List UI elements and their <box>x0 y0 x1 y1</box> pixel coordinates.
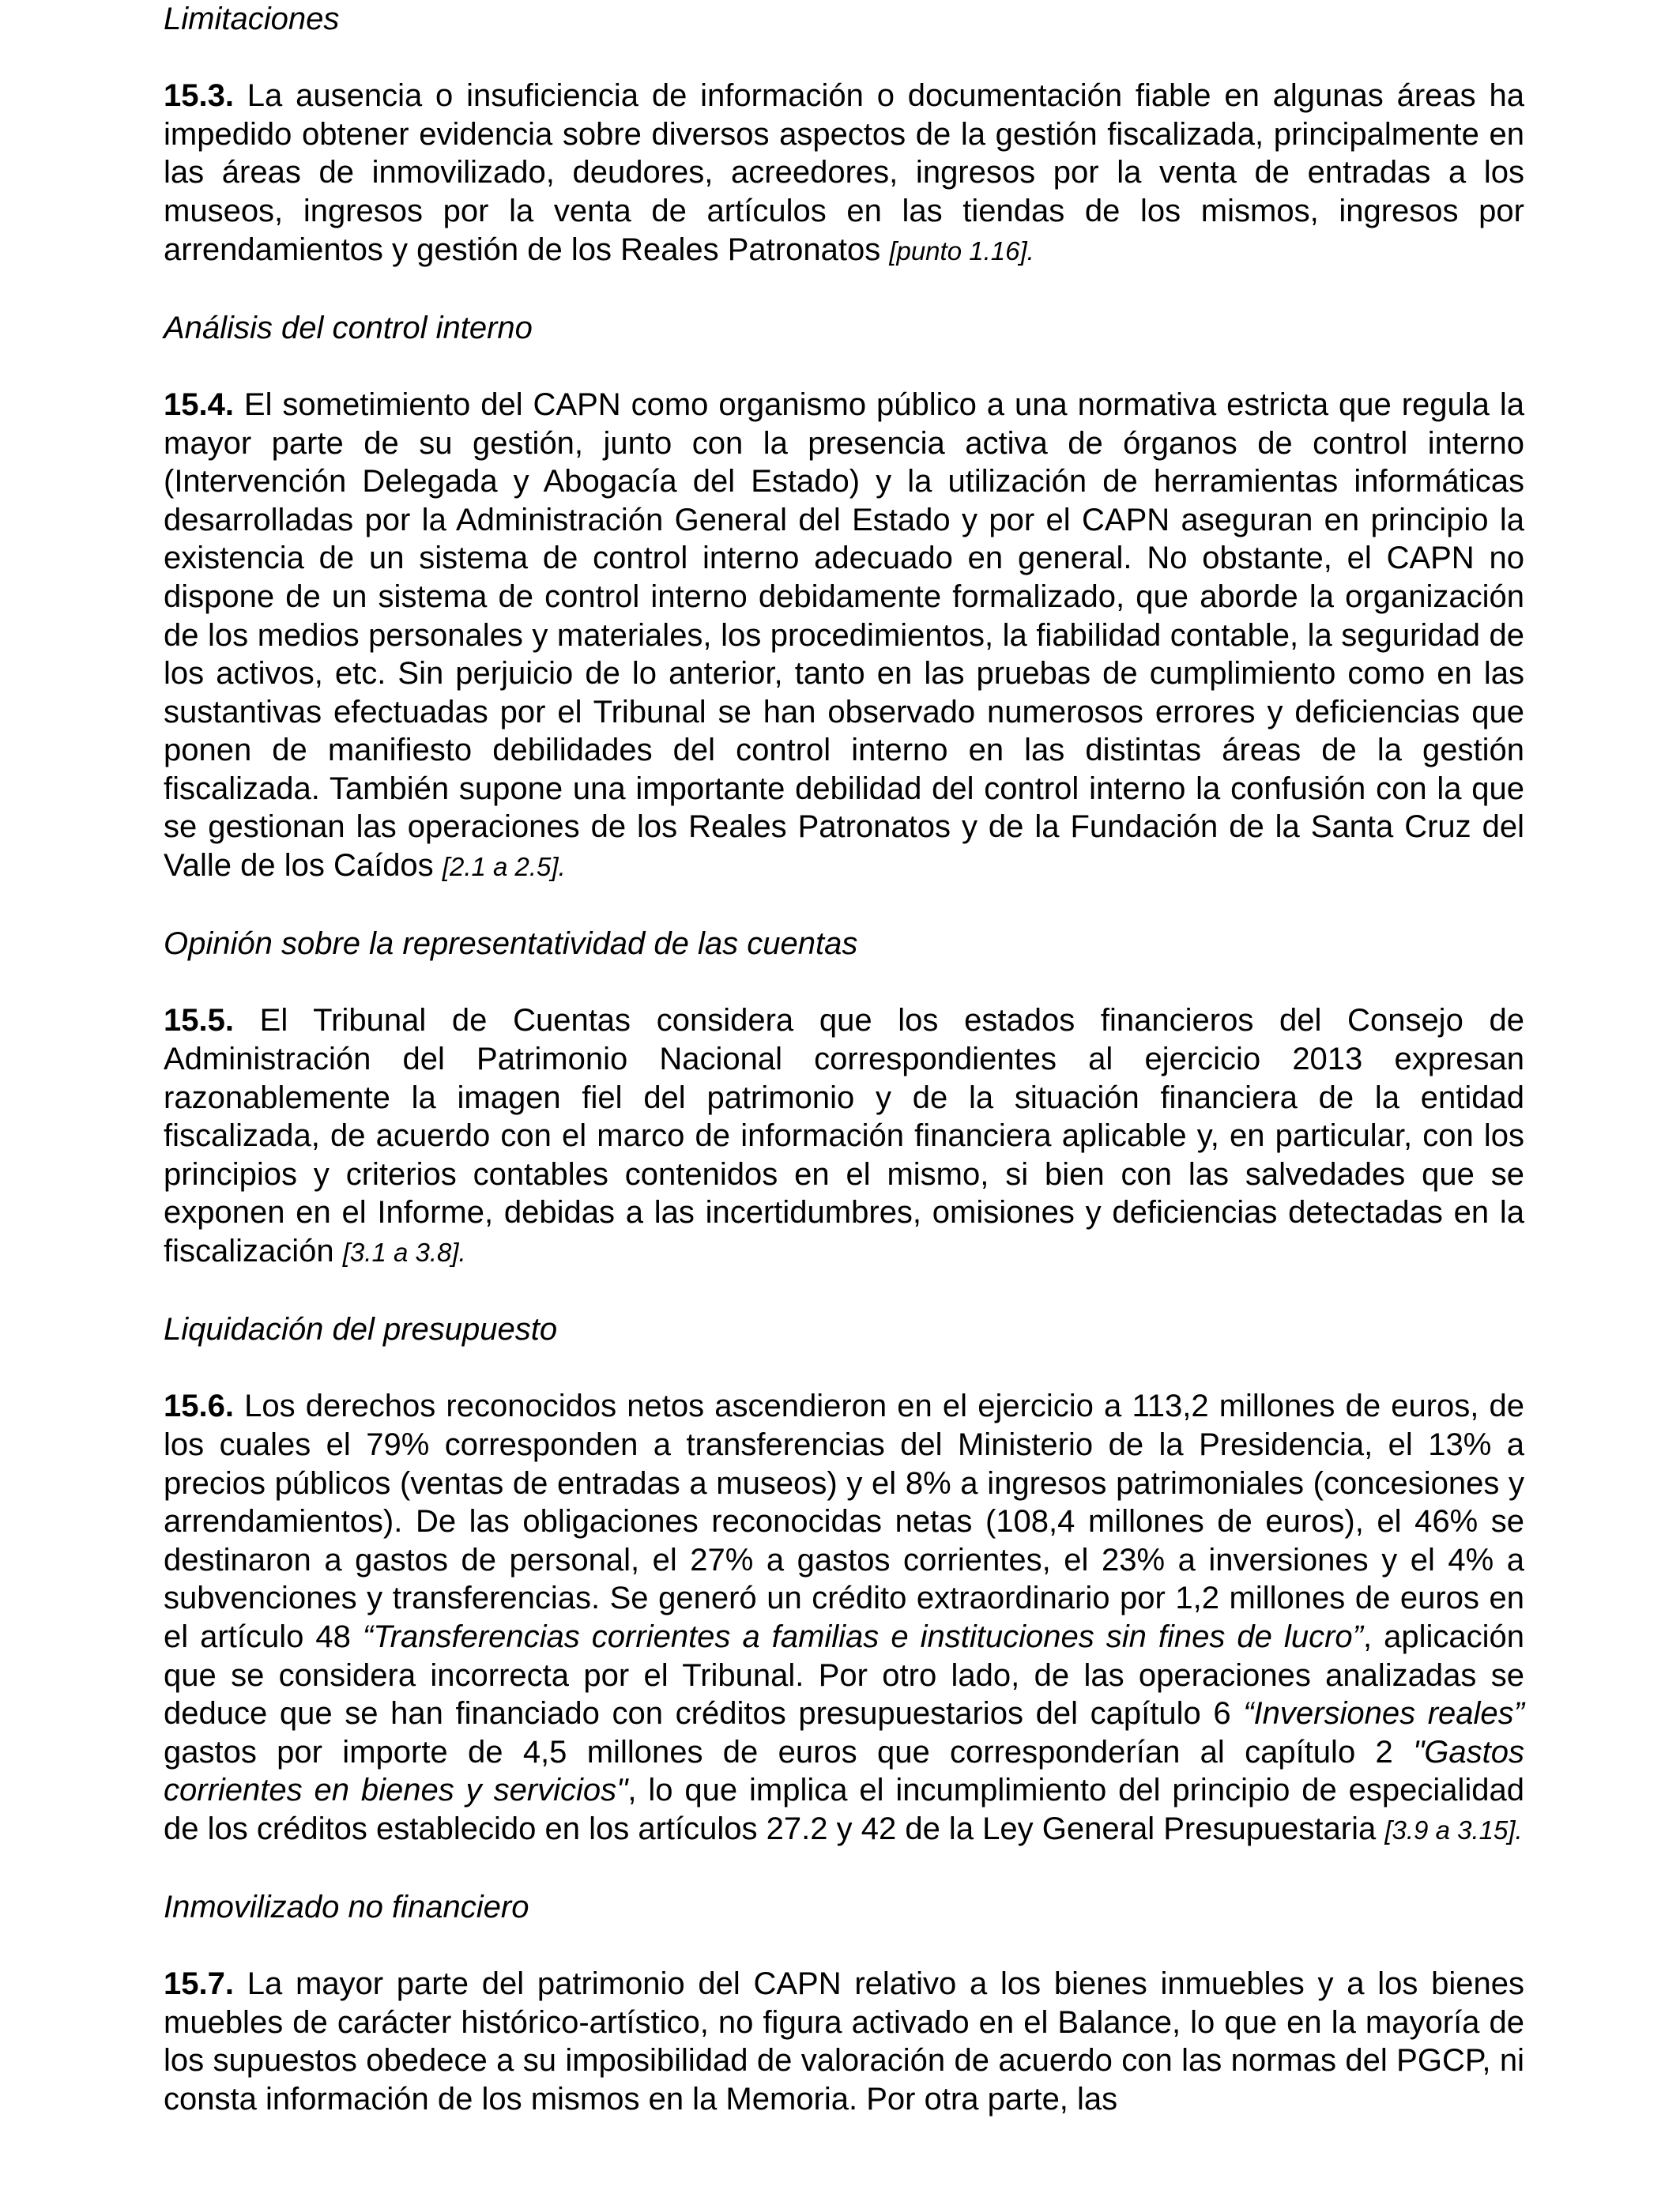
section-heading-representatividad: Opinión sobre la representatividad de las cuentas <box>164 926 858 962</box>
paragraph-number: 15.5. <box>164 1003 234 1039</box>
paragraph-number: 15.6. <box>164 1389 234 1424</box>
paragraph-number: 15.7. <box>164 1966 234 2002</box>
paragraph-body-part: Los derechos reconocidos netos ascendieron en el ejercicio a 113,2 millones de euros, de los cuales el 79% corresponden a transferencias del Ministerio de la Presidencia, el 13% a precios públicos (ventas de entradas a museos) y el 8% a ingresos patrimoniales (concesiones y arrendamientos). De las obligaciones reconocidas netas (108,4 millones de euros), el 46% se destinaron a gastos de personal, el 27% a gastos corrientes, el 23% a inversiones y el 4% a subvenciones y transferencias. Se generó un crédito extraordinario por 1,2 millones de euros en el artículo 48 <box>164 1389 1524 1654</box>
section-heading-liquidacion: Liquidación del presupuesto <box>164 1312 558 1348</box>
quoted-term: “Transferencias corrientes a familias e instituciones sin fines de lucro” <box>362 1619 1363 1654</box>
paragraph-body: La ausencia o insuficiencia de información o documentación fiable en algunas áreas ha impedido obtener evidencia sobre diversos aspectos de la gestión fiscalizada, principalmente en las áreas de inmovilizado, deudores, acreedores, ingresos por la venta de entradas a los museos, ingresos por la venta de artículos en las tiendas de los mismos, ingresos por arrendamientos y gestión de los Reales Patronatos <box>164 78 1524 267</box>
paragraph-15-4 <box>164 386 1524 887</box>
section-heading-inmovilizado: Inmovilizado no financiero <box>164 1890 529 1925</box>
paragraph-body: El Tribunal de Cuentas considera que los estados financieros del Consejo de Administración del Patrimonio Nacional correspondientes al ejercicio 2013 expresan razonablemente la imagen fiel del patrimonio y de la situación financiera de la entidad fiscalizada, de acuerdo con el marco de información financiera aplicable y, en particular, con los principios y criterios contables contenidos en el mismo, si bien con las salvedades que se exponen en el Informe, debidas a las incertidumbres, omisiones y deficiencias detectadas en la fiscalización <box>164 1003 1524 1269</box>
paragraph-15-3 <box>164 77 1524 270</box>
paragraph-15-7 <box>164 1965 1524 2118</box>
paragraph-body: El sometimiento del CAPN como organismo público a una normativa estricta que regula la mayor parte de su gestión, junto con la presencia activa de órganos de control interno (Intervención Delegada y Abogacía del Estado) y la utilización de herramientas informáticas desarrolladas por la Administración General del Estado y por el CAPN aseguran en principio la existencia de un sistema de control interno adecuado en general. No obstante, el CAPN no dispone de un sistema de control interno debidamente formalizado, que aborde la organización de los medios personales y materiales, los procedimientos, la fiabilidad contable, la seguridad de los activos, etc. Sin perjuicio de lo anterior, tanto en las pruebas de cumplimiento como en las sustantivas efectuadas por el Tribunal se han observado numerosos errores y deficiencias que ponen de manifiesto debilidades del control interno en las distintas áreas de la gestión fiscalizada. También supone una importante debilidad del control interno la confusión con la que se gestionan las operaciones de los Reales Patronatos y de la Fundación de la Santa Cruz del Valle de los Caídos <box>164 386 1524 884</box>
paragraph-number: 15.3. <box>164 78 234 114</box>
paragraph-body-part: , aplicación que se considera incorrecta por el Tribunal. Por otro lado, de las operaciones analizadas se deduce que se han financiado con créditos presupuestarios del capítulo 6 <box>164 1619 1524 1732</box>
paragraph-body-part: gastos por importe de 4,5 millones de euros que corresponderían al capítulo 2 <box>164 1734 1414 1770</box>
quoted-term: "Gastos corrientes en bienes y servicios" <box>164 1734 1524 1808</box>
paragraph-body-part: , lo que implica el incumplimiento del principio de especialidad de los créditos establecido en los artículos 27.2 y 42 de la Ley General Presupuestaria <box>164 1773 1524 1846</box>
cross-reference: [3.1 a 3.8]. <box>342 1238 466 1267</box>
paragraph-15-5 <box>164 1001 1524 1272</box>
document-page <box>164 0 1524 2119</box>
paragraph-body: La mayor parte del patrimonio del CAPN relativo a los bienes inmuebles y a los bienes muebles de carácter histórico-artístico, no figura activado en el Balance, lo que en la mayoría de los supuestos obedece a su imposibilidad de valoración de acuerdo con las normas del PGCP, ni consta información de los mismos en la Memoria. Por otra parte, las <box>164 1966 1524 2117</box>
cross-reference: [punto 1.16]. <box>889 236 1034 266</box>
section-heading-limitaciones: Limitaciones <box>164 2 340 36</box>
cross-reference: [2.1 a 2.5]. <box>442 852 566 882</box>
cross-reference: [3.9 a 3.15]. <box>1384 1815 1523 1845</box>
quoted-term: “Inversiones reales” <box>1243 1696 1524 1732</box>
section-heading-control-interno: Análisis del control interno <box>164 310 533 345</box>
paragraph-15-6 <box>164 1387 1524 1849</box>
paragraph-number: 15.4. <box>164 386 234 422</box>
